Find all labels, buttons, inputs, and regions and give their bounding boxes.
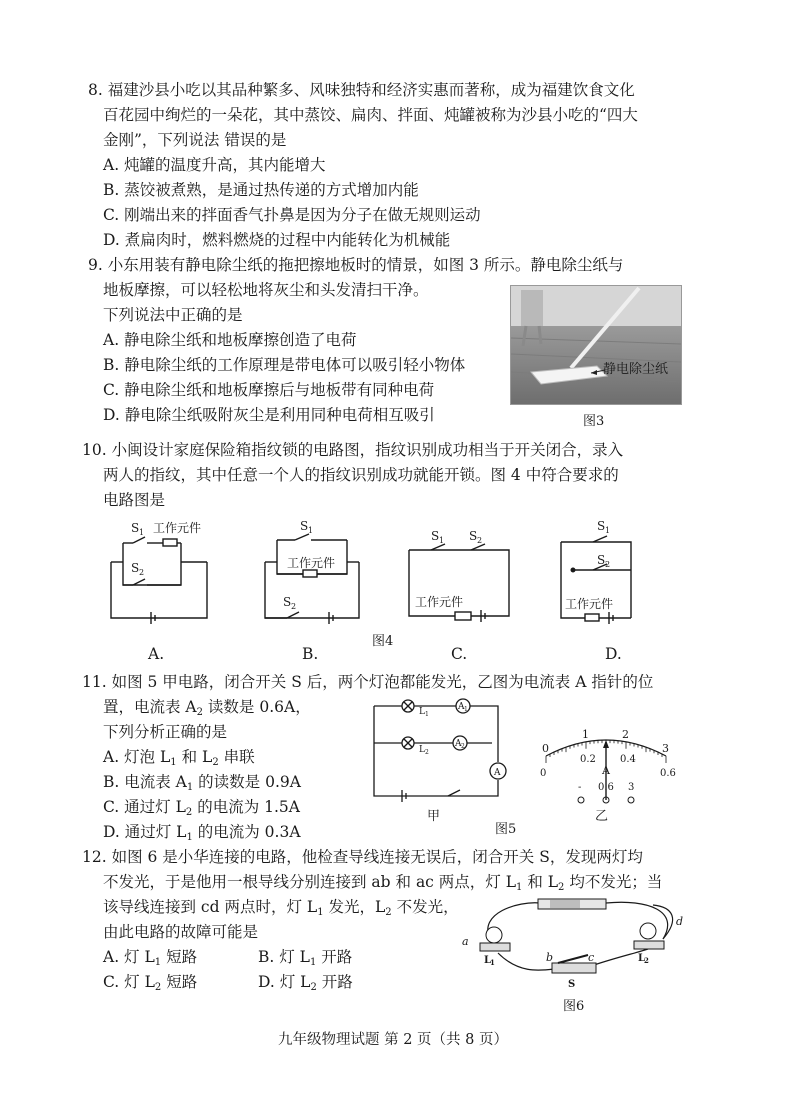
jia-label: 甲 [427,809,441,824]
q9-option-a: A. 静电除尘纸和地板摩擦创造了电荷 [103,331,357,349]
ammeter-top-tick-label: 3 [662,742,669,755]
q9-option-b: B. 静电除尘纸的工作原理是带电体可以吸引轻小物体 [103,356,466,374]
d-element-label: 工作元件 [565,597,614,611]
q10-line-2: 两人的指纹，其中任意一个人的指纹识别成功就能开锁。图 4 中符合要求的 [103,466,619,484]
q12-line-1: 12. 如图 6 是小华连接的电路，他检查导线连接无误后，闭合开关 S，发现两灯均 [82,848,643,866]
q10-option-a: A. [148,645,165,663]
figure-6-circuit [458,893,688,993]
c-s2-sub: 2 [477,536,483,545]
d-s2-label: S [597,553,606,567]
q9-line-1: 9. 小东用装有静电除尘纸的拖把擦地板时的情景，如图 3 所示。静电除尘纸与 [88,256,624,274]
page-footer: 九年级物理试题 第 2 页（共 8 页） [278,1032,508,1048]
q8-line-2: 百花园中绚烂的一朵花，其中蒸饺、扁肉、拌面、炖罐被称为沙县小吃的“四大 [103,106,638,124]
circuit-b [265,534,359,624]
circuit-a [111,537,207,624]
q10-option-d: D. [605,645,622,663]
a-element-label: 工作元件 [153,521,202,535]
d-s1-sub: 1 [605,526,611,535]
b-element-label: 工作元件 [287,556,336,570]
q10-line-3: 电路图是 [103,491,166,509]
l2-label: L [419,745,425,755]
q12-option-b: B. 灯 $L_1$ 开路 [258,948,353,968]
q9-line-3: 下列说法中正确的是 [103,306,243,324]
yi-label: 乙 [595,809,609,824]
figure-5-ammeter-yi [526,718,686,808]
q11-option-a: A. 灯泡 $L_1$ 和 $L_2$ 串联 [103,748,255,768]
a-meter-label: A [494,768,501,778]
q8-option-c: C. 刚端出来的拌面香气扑鼻是因为分子在做无规则运动 [103,206,481,224]
q11-option-b: B. 电流表 $A_1$ 的读数是 0.9A [103,773,301,793]
q10-option-c: C. [451,645,468,663]
q11-line-1: 11. 如图 5 甲电路，闭合开关 S 后，两个灯泡都能发光，乙图为电流表 A 指针的位 [82,673,654,691]
q11-option-d: D. 通过灯 $L_1$ 的电流为 0.3A [103,823,301,843]
q11-line-3: 下列分析正确的是 [103,723,228,741]
a2-label: A [455,739,462,749]
a-s1-sub: 1 [139,528,145,537]
figure-5-circuit-jia [368,698,518,810]
q12-option-d: D. 灯 $L_2$ 开路 [258,973,353,993]
figure-5-caption: 图5 [495,822,517,837]
q8-option-a: A. 炖罐的温度升高，其内能增大 [103,156,326,174]
q9-option-d: D. 静电除尘纸吸附灰尘是利用同种电荷相互吸引 [103,406,435,424]
q9-option-c: C. 静电除尘纸和地板摩擦后与地板带有同种电荷 [103,381,435,399]
q9-line-2: 地板摩擦，可以轻松地将灰尘和头发清扫干净。 [103,281,429,299]
q12-line-4: 由此电路的故障可能是 [103,923,259,941]
figure-6-caption: 图6 [563,999,585,1014]
d-s2-sub: 2 [605,560,611,569]
switch-label: S [568,979,576,990]
q10-line-1: 10. 小闽设计家庭保险箱指纹锁的电路图，指纹识别成功相当于开关闭合，录入 [82,441,624,459]
ammeter-top-tick-label: 2 [622,727,629,741]
c-element-label: 工作元件 [415,595,464,609]
ammeter-bottom-tick-label: 0.4 [620,753,636,765]
svg-text:2: 2 [425,749,429,756]
a-s2-label: S [131,561,140,575]
l1-label: L [484,955,492,966]
c-s1-sub: 1 [439,536,445,545]
q8-line-3: 金刚”，下列说法 错误的是 [103,131,287,149]
terminal-0-6: 0.6 [598,782,614,793]
b-s1-label: S [300,519,309,533]
ammeter-bottom-tick-label: 0.6 [660,768,676,779]
point-d: d [676,915,684,928]
figure-4-caption: 图4 [372,634,394,649]
a-s2-sub: 2 [139,568,145,577]
svg-text:1: 1 [490,958,495,967]
terminal-negative: - [578,782,582,793]
svg-text:2: 2 [461,743,465,750]
b-s1-sub: 1 [308,526,314,535]
point-c: c [588,951,595,964]
svg-text:1: 1 [464,706,468,713]
terminal-3: 3 [628,782,635,793]
q11-line-2: 置，电流表 $A_2$ 读数是 0.6A， [103,698,311,718]
ammeter-bottom-tick-label: 0.2 [580,753,596,765]
q10-option-b: B. [302,645,319,663]
q8-line-1: 8. 福建沙县小吃以其品种繁多、风味独特和经济实惠而著称，成为福建饮食文化 [88,81,635,99]
q12-line-3: 该导线连接到 cd 两点时，灯 $L_1$ 发光，$L_2$ 不发光， [103,898,459,918]
point-b: b [546,951,554,964]
c-s1-label: S [431,529,440,543]
q12-option-a: A. 灯 $L_1$ 短路 [103,948,198,968]
q11-option-c: C. 通过灯 $L_2$ 的电流为 1.5A [103,798,300,818]
ammeter-bottom-tick-label: 0 [540,768,547,779]
svg-text:2: 2 [644,956,649,965]
dust-paper-label: 静电除尘纸 [603,362,669,377]
q12-line-2: 不发光，于是他用一根导线分别连接到 ab 和 ac 两点，灯 $L_1$ 和 $L_2$ 均不发光；当 [103,873,663,893]
l1-label: L [419,707,425,717]
d-s1-label: S [597,519,606,533]
q12-option-c: C. 灯 $L_2$ 短路 [103,973,198,993]
ammeter-top-tick-label: 1 [582,727,589,741]
c-s2-label: S [469,529,478,543]
q8-option-d: D. 煮扁肉时，燃料燃烧的过程中内能转化为机械能 [103,231,451,249]
figure-3-caption: 图3 [583,414,605,429]
ammeter-unit: A [602,764,610,777]
point-a: a [462,935,469,948]
circuit-c [409,544,509,622]
b-s2-label: S [283,595,292,609]
q8-option-b: B. 蒸饺被煮熟，是通过热传递的方式增加内能 [103,181,419,199]
ammeter-top-tick-label: 0 [542,742,549,755]
svg-text:1: 1 [425,711,429,718]
l2-label: L [638,953,646,964]
a-s1-label: S [131,521,140,535]
b-s2-sub: 2 [291,602,297,611]
figure-3-photo [510,285,682,405]
a1-label: A [458,702,465,712]
